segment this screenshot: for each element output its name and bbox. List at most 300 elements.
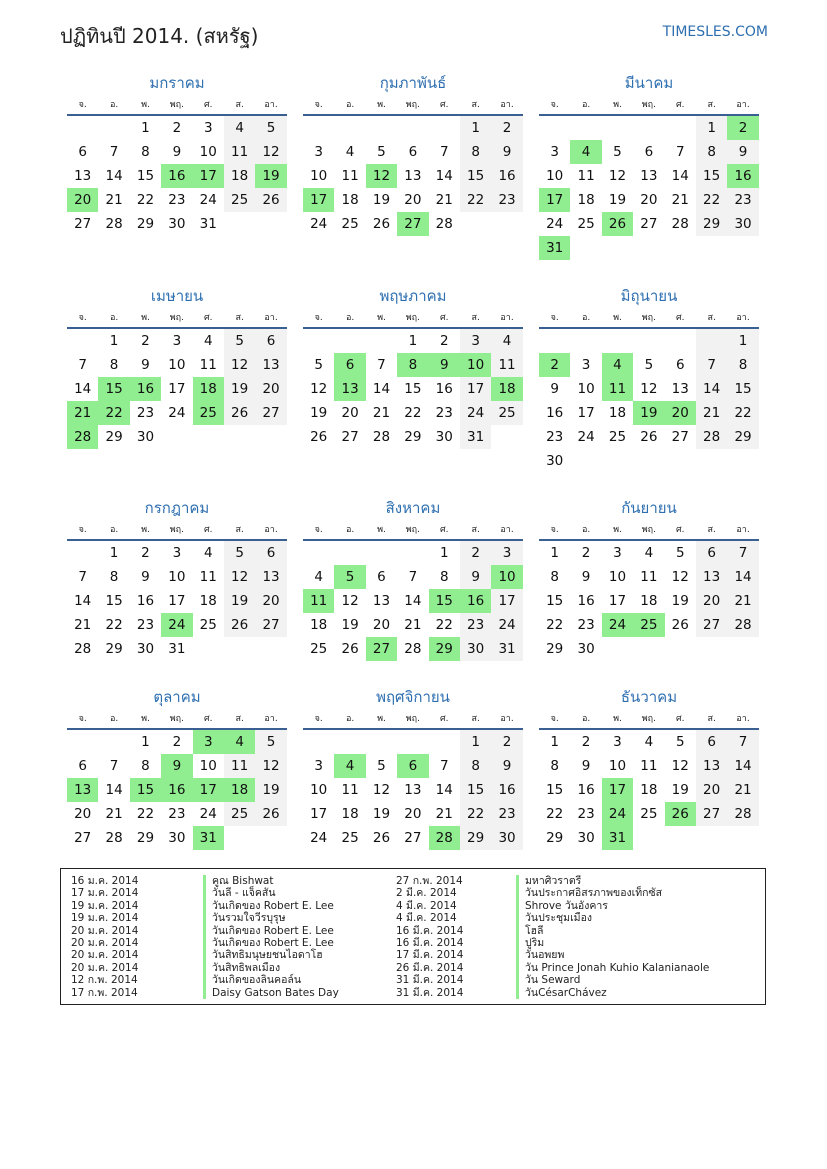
day-cell[interactable]: 21	[105, 192, 123, 208]
day-cell[interactable]: 20	[404, 192, 422, 208]
day-cell[interactable]: 12	[341, 593, 359, 609]
day-cell[interactable]: 7	[675, 144, 685, 160]
day-cell[interactable]: 15	[404, 381, 422, 397]
day-cell[interactable]: 15	[460, 164, 491, 188]
day-cell[interactable]: 7	[109, 758, 119, 774]
holiday-day-cell[interactable]: 12	[366, 164, 397, 188]
day-cell[interactable]: 19	[224, 589, 255, 613]
day-cell[interactable]: 11	[640, 758, 658, 774]
day-cell[interactable]: 20	[255, 589, 286, 613]
day-cell[interactable]: 25	[341, 830, 359, 846]
day-cell[interactable]: 25	[199, 617, 217, 633]
day-cell[interactable]: 23	[136, 617, 155, 633]
holiday-day-cell[interactable]: 28	[429, 826, 460, 850]
day-cell[interactable]: 8	[439, 569, 449, 585]
holiday-day-cell[interactable]: 17	[539, 188, 570, 212]
day-cell[interactable]: 18	[224, 164, 255, 188]
day-cell[interactable]: 7	[78, 569, 87, 585]
day-cell[interactable]: 25	[491, 401, 522, 425]
day-cell[interactable]: 17	[608, 593, 627, 609]
day-cell[interactable]: 12	[224, 353, 255, 377]
day-cell[interactable]: 23	[460, 613, 491, 637]
day-cell[interactable]: 22	[727, 401, 758, 425]
day-cell[interactable]: 18	[640, 593, 658, 609]
day-cell[interactable]: 1	[141, 120, 150, 136]
holiday-day-cell[interactable]: 8	[397, 353, 428, 377]
day-cell[interactable]: 10	[608, 758, 627, 774]
day-cell[interactable]: 27	[671, 429, 689, 445]
day-cell[interactable]: 22	[460, 802, 491, 826]
day-cell[interactable]: 25	[341, 216, 359, 232]
holiday-day-cell[interactable]: 31	[193, 826, 224, 850]
day-cell[interactable]: 28	[671, 216, 689, 232]
day-cell[interactable]: 27	[255, 401, 286, 425]
day-cell[interactable]: 19	[224, 377, 255, 401]
day-cell[interactable]: 30	[460, 637, 491, 661]
day-cell[interactable]: 13	[640, 168, 658, 184]
day-cell[interactable]: 6	[377, 569, 386, 585]
day-cell[interactable]: 30	[168, 216, 186, 232]
holiday-day-cell[interactable]: 26	[665, 802, 696, 826]
day-cell[interactable]: 21	[727, 589, 758, 613]
day-cell[interactable]: 3	[491, 541, 522, 565]
day-cell[interactable]: 21	[727, 778, 758, 802]
day-cell[interactable]: 21	[435, 192, 453, 208]
day-cell[interactable]: 2	[172, 120, 182, 136]
day-cell[interactable]: 8	[460, 754, 491, 778]
day-cell[interactable]: 9	[727, 140, 758, 164]
day-cell[interactable]: 23	[546, 429, 564, 445]
day-cell[interactable]: 14	[727, 565, 758, 589]
day-cell[interactable]: 31	[491, 637, 522, 661]
day-cell[interactable]: 10	[546, 168, 564, 184]
day-cell[interactable]: 5	[314, 357, 323, 373]
day-cell[interactable]: 24	[199, 806, 217, 822]
day-cell[interactable]: 22	[696, 188, 727, 212]
day-cell[interactable]: 5	[675, 545, 685, 561]
day-cell[interactable]: 17	[577, 405, 595, 421]
day-cell[interactable]: 6	[408, 144, 418, 160]
day-cell[interactable]: 9	[491, 754, 522, 778]
day-cell[interactable]: 11	[199, 357, 217, 373]
day-cell[interactable]: 19	[671, 593, 689, 609]
day-cell[interactable]: 3	[581, 357, 591, 373]
day-cell[interactable]: 23	[168, 192, 186, 208]
day-cell[interactable]: 22	[546, 617, 564, 633]
holiday-day-cell[interactable]: 29	[429, 637, 460, 661]
day-cell[interactable]: 13	[255, 353, 286, 377]
holiday-day-cell[interactable]: 4	[334, 754, 365, 778]
day-cell[interactable]: 26	[341, 641, 359, 657]
day-cell[interactable]: 10	[168, 569, 186, 585]
day-cell[interactable]: 31	[168, 641, 186, 657]
day-cell[interactable]: 29	[105, 429, 123, 445]
day-cell[interactable]: 26	[224, 401, 255, 425]
day-cell[interactable]: 22	[460, 188, 491, 212]
holiday-day-cell[interactable]: 6	[334, 353, 365, 377]
day-cell[interactable]: 19	[310, 405, 328, 421]
day-cell[interactable]: 23	[491, 802, 522, 826]
day-cell[interactable]: 14	[105, 782, 123, 798]
day-cell[interactable]: 6	[78, 758, 87, 774]
day-cell[interactable]: 5	[377, 758, 386, 774]
day-cell[interactable]: 19	[608, 192, 627, 208]
day-cell[interactable]: 26	[372, 216, 391, 232]
day-cell[interactable]: 14	[696, 377, 727, 401]
day-cell[interactable]: 1	[439, 545, 449, 561]
holiday-day-cell[interactable]: 16	[161, 164, 192, 188]
day-cell[interactable]: 3	[172, 333, 182, 349]
day-cell[interactable]: 11	[341, 168, 359, 184]
day-cell[interactable]: 12	[608, 168, 627, 184]
holiday-day-cell[interactable]: 15	[98, 377, 129, 401]
day-cell[interactable]: 5	[224, 541, 255, 565]
day-cell[interactable]: 26	[224, 613, 255, 637]
holiday-day-cell[interactable]: 18	[193, 377, 224, 401]
day-cell[interactable]: 2	[491, 730, 522, 754]
day-cell[interactable]: 1	[550, 734, 559, 750]
day-cell[interactable]: 5	[675, 734, 685, 750]
day-cell[interactable]: 14	[372, 381, 391, 397]
day-cell[interactable]: 29	[546, 641, 564, 657]
day-cell[interactable]: 10	[310, 782, 328, 798]
day-cell[interactable]: 21	[404, 617, 422, 633]
day-cell[interactable]: 3	[613, 734, 622, 750]
holiday-day-cell[interactable]: 19	[255, 164, 286, 188]
day-cell[interactable]: 29	[460, 826, 491, 850]
day-cell[interactable]: 29	[727, 425, 758, 449]
day-cell[interactable]: 14	[435, 168, 453, 184]
day-cell[interactable]: 21	[696, 401, 727, 425]
day-cell[interactable]: 22	[136, 192, 155, 208]
day-cell[interactable]: 20	[341, 405, 359, 421]
day-cell[interactable]: 26	[640, 429, 658, 445]
day-cell[interactable]: 28	[105, 216, 123, 232]
day-cell[interactable]: 21	[435, 806, 453, 822]
day-cell[interactable]: 29	[136, 830, 155, 846]
holiday-day-cell[interactable]: 18	[224, 778, 255, 802]
day-cell[interactable]: 26	[671, 617, 689, 633]
day-cell[interactable]: 28	[727, 802, 758, 826]
day-cell[interactable]: 30	[168, 830, 186, 846]
day-cell[interactable]: 1	[141, 734, 150, 750]
day-cell[interactable]: 9	[581, 569, 591, 585]
day-cell[interactable]: 14	[727, 754, 758, 778]
day-cell[interactable]: 19	[671, 782, 689, 798]
holiday-day-cell[interactable]: 16	[727, 164, 758, 188]
day-cell[interactable]: 30	[577, 641, 595, 657]
day-cell[interactable]: 14	[74, 593, 92, 609]
site-link[interactable]: TIMESLES.COM	[662, 24, 768, 40]
day-cell[interactable]: 29	[696, 212, 727, 236]
day-cell[interactable]: 23	[491, 188, 522, 212]
day-cell[interactable]: 8	[109, 569, 119, 585]
holiday-day-cell[interactable]: 31	[539, 236, 570, 260]
day-cell[interactable]: 2	[172, 734, 182, 750]
day-cell[interactable]: 12	[255, 140, 286, 164]
day-cell[interactable]: 8	[696, 140, 727, 164]
day-cell[interactable]: 10	[199, 758, 217, 774]
day-cell[interactable]: 31	[460, 425, 491, 449]
day-cell[interactable]: 6	[675, 357, 685, 373]
day-cell[interactable]: 25	[577, 216, 595, 232]
day-cell[interactable]: 6	[644, 144, 654, 160]
day-cell[interactable]: 11	[640, 569, 658, 585]
holiday-day-cell[interactable]: 24	[602, 802, 633, 826]
day-cell[interactable]: 30	[577, 830, 595, 846]
day-cell[interactable]: 27	[74, 830, 92, 846]
holiday-day-cell[interactable]: 27	[366, 637, 397, 661]
day-cell[interactable]: 17	[168, 381, 186, 397]
day-cell[interactable]: 13	[404, 168, 422, 184]
day-cell[interactable]: 31	[199, 216, 217, 232]
day-cell[interactable]: 8	[141, 758, 150, 774]
day-cell[interactable]: 18	[341, 192, 359, 208]
day-cell[interactable]: 22	[105, 617, 123, 633]
day-cell[interactable]: 17	[491, 589, 522, 613]
day-cell[interactable]: 30	[136, 641, 155, 657]
day-cell[interactable]: 21	[74, 617, 92, 633]
day-cell[interactable]: 16	[491, 164, 522, 188]
day-cell[interactable]: 1	[109, 333, 119, 349]
day-cell[interactable]: 7	[696, 353, 727, 377]
day-cell[interactable]: 28	[727, 613, 758, 637]
holiday-day-cell[interactable]: 4	[224, 730, 255, 754]
day-cell[interactable]: 15	[136, 168, 155, 184]
holiday-day-cell[interactable]: 10	[491, 565, 522, 589]
day-cell[interactable]: 15	[546, 593, 564, 609]
day-cell[interactable]: 16	[577, 593, 595, 609]
holiday-day-cell[interactable]: 26	[602, 212, 633, 236]
day-cell[interactable]: 13	[74, 168, 92, 184]
holiday-day-cell[interactable]: 31	[602, 826, 633, 850]
holiday-day-cell[interactable]: 10	[460, 353, 491, 377]
day-cell[interactable]: 6	[255, 541, 286, 565]
day-cell[interactable]: 19	[372, 806, 391, 822]
day-cell[interactable]: 27	[74, 216, 92, 232]
day-cell[interactable]: 4	[224, 116, 255, 140]
day-cell[interactable]: 6	[78, 144, 87, 160]
day-cell[interactable]: 30	[727, 212, 758, 236]
day-cell[interactable]: 25	[608, 429, 627, 445]
day-cell[interactable]: 17	[310, 806, 328, 822]
day-cell[interactable]: 29	[136, 216, 155, 232]
day-cell[interactable]: 16	[546, 405, 564, 421]
day-cell[interactable]: 2	[141, 333, 150, 349]
day-cell[interactable]: 22	[404, 405, 422, 421]
day-cell[interactable]: 24	[577, 429, 595, 445]
day-cell[interactable]: 7	[727, 541, 758, 565]
day-cell[interactable]: 12	[372, 782, 391, 798]
holiday-day-cell[interactable]: 5	[334, 565, 365, 589]
day-cell[interactable]: 20	[255, 377, 286, 401]
day-cell[interactable]: 7	[408, 569, 418, 585]
day-cell[interactable]: 14	[435, 782, 453, 798]
day-cell[interactable]: 24	[168, 405, 186, 421]
day-cell[interactable]: 12	[255, 754, 286, 778]
day-cell[interactable]: 12	[310, 381, 328, 397]
day-cell[interactable]: 18	[199, 593, 217, 609]
day-cell[interactable]: 20	[372, 617, 391, 633]
day-cell[interactable]: 18	[577, 192, 595, 208]
holiday-day-cell[interactable]: 17	[193, 778, 224, 802]
day-cell[interactable]: 3	[203, 120, 213, 136]
day-cell[interactable]: 27	[696, 802, 727, 826]
day-cell[interactable]: 20	[74, 806, 92, 822]
day-cell[interactable]: 9	[550, 381, 559, 397]
day-cell[interactable]: 16	[136, 593, 155, 609]
day-cell[interactable]: 9	[141, 569, 150, 585]
day-cell[interactable]: 8	[550, 758, 559, 774]
day-cell[interactable]: 14	[74, 381, 92, 397]
day-cell[interactable]: 4	[644, 545, 654, 561]
holiday-day-cell[interactable]: 15	[130, 778, 161, 802]
holiday-day-cell[interactable]: 16	[130, 377, 161, 401]
day-cell[interactable]: 23	[136, 405, 155, 421]
holiday-day-cell[interactable]: 17	[602, 778, 633, 802]
holiday-day-cell[interactable]: 20	[665, 401, 696, 425]
holiday-day-cell[interactable]: 4	[570, 140, 601, 164]
day-cell[interactable]: 3	[550, 144, 559, 160]
day-cell[interactable]: 1	[460, 116, 491, 140]
day-cell[interactable]: 8	[727, 353, 758, 377]
day-cell[interactable]: 18	[608, 405, 627, 421]
day-cell[interactable]: 21	[671, 192, 689, 208]
day-cell[interactable]: 17	[168, 593, 186, 609]
day-cell[interactable]: 5	[255, 730, 286, 754]
holiday-day-cell[interactable]: 28	[67, 425, 98, 449]
day-cell[interactable]: 3	[613, 545, 622, 561]
day-cell[interactable]: 3	[314, 144, 323, 160]
day-cell[interactable]: 3	[314, 758, 323, 774]
day-cell[interactable]: 28	[74, 641, 92, 657]
day-cell[interactable]: 9	[141, 357, 150, 373]
day-cell[interactable]: 4	[491, 329, 522, 353]
day-cell[interactable]: 10	[199, 144, 217, 160]
day-cell[interactable]: 1	[408, 333, 418, 349]
holiday-day-cell[interactable]: 18	[491, 377, 522, 401]
day-cell[interactable]: 13	[372, 593, 391, 609]
day-cell[interactable]: 2	[581, 734, 591, 750]
day-cell[interactable]: 8	[141, 144, 150, 160]
day-cell[interactable]: 15	[546, 782, 564, 798]
day-cell[interactable]: 18	[310, 617, 328, 633]
holiday-day-cell[interactable]: 6	[397, 754, 428, 778]
day-cell[interactable]: 3	[172, 545, 182, 561]
day-cell[interactable]: 24	[460, 401, 491, 425]
day-cell[interactable]: 12	[671, 569, 689, 585]
day-cell[interactable]: 23	[435, 405, 453, 421]
day-cell[interactable]: 15	[460, 778, 491, 802]
day-cell[interactable]: 12	[671, 758, 689, 774]
day-cell[interactable]: 20	[696, 589, 727, 613]
day-cell[interactable]: 2	[141, 545, 150, 561]
day-cell[interactable]: 8	[109, 357, 119, 373]
day-cell[interactable]: 27	[640, 216, 658, 232]
day-cell[interactable]: 4	[203, 545, 213, 561]
day-cell[interactable]: 11	[199, 569, 217, 585]
day-cell[interactable]: 7	[377, 357, 386, 373]
day-cell[interactable]: 26	[255, 802, 286, 826]
day-cell[interactable]: 22	[546, 806, 564, 822]
day-cell[interactable]: 24	[310, 830, 328, 846]
day-cell[interactable]: 29	[546, 830, 564, 846]
day-cell[interactable]: 29	[105, 641, 123, 657]
day-cell[interactable]: 3	[460, 329, 491, 353]
day-cell[interactable]: 12	[640, 381, 658, 397]
day-cell[interactable]: 27	[696, 613, 727, 637]
holiday-day-cell[interactable]: 3	[193, 730, 224, 754]
day-cell[interactable]: 29	[404, 429, 422, 445]
day-cell[interactable]: 14	[105, 168, 123, 184]
holiday-day-cell[interactable]: 21	[67, 401, 98, 425]
day-cell[interactable]: 23	[577, 617, 595, 633]
holiday-day-cell[interactable]: 2	[727, 116, 758, 140]
day-cell[interactable]: 16	[577, 782, 595, 798]
day-cell[interactable]: 10	[310, 168, 328, 184]
day-cell[interactable]: 14	[671, 168, 689, 184]
holiday-day-cell[interactable]: 17	[303, 188, 334, 212]
day-cell[interactable]: 4	[345, 144, 355, 160]
day-cell[interactable]: 5	[613, 144, 622, 160]
day-cell[interactable]: 8	[460, 140, 491, 164]
holiday-day-cell[interactable]: 2	[539, 353, 570, 377]
holiday-day-cell[interactable]: 4	[602, 353, 633, 377]
day-cell[interactable]: 1	[460, 730, 491, 754]
day-cell[interactable]: 7	[439, 758, 449, 774]
day-cell[interactable]: 2	[439, 333, 449, 349]
day-cell[interactable]: 1	[550, 545, 559, 561]
holiday-day-cell[interactable]: 24	[161, 613, 192, 637]
day-cell[interactable]: 13	[696, 754, 727, 778]
day-cell[interactable]: 4	[644, 734, 654, 750]
day-cell[interactable]: 18	[640, 782, 658, 798]
day-cell[interactable]: 5	[644, 357, 654, 373]
day-cell[interactable]: 9	[491, 140, 522, 164]
day-cell[interactable]: 7	[109, 144, 119, 160]
day-cell[interactable]: 26	[310, 429, 328, 445]
day-cell[interactable]: 11	[491, 353, 522, 377]
day-cell[interactable]: 20	[404, 806, 422, 822]
day-cell[interactable]: 30	[136, 429, 155, 445]
day-cell[interactable]: 2	[491, 116, 522, 140]
holiday-day-cell[interactable]: 9	[161, 754, 192, 778]
day-cell[interactable]: 4	[203, 333, 213, 349]
day-cell[interactable]: 23	[727, 188, 758, 212]
day-cell[interactable]: 4	[314, 569, 323, 585]
day-cell[interactable]: 27	[341, 429, 359, 445]
day-cell[interactable]: 30	[546, 453, 564, 469]
day-cell[interactable]: 1	[727, 329, 758, 353]
day-cell[interactable]: 26	[372, 830, 391, 846]
holiday-day-cell[interactable]: 11	[602, 377, 633, 401]
day-cell[interactable]: 9	[460, 565, 491, 589]
day-cell[interactable]: 15	[696, 164, 727, 188]
day-cell[interactable]: 24	[310, 216, 328, 232]
day-cell[interactable]: 18	[341, 806, 359, 822]
holiday-day-cell[interactable]: 20	[67, 188, 98, 212]
day-cell[interactable]: 28	[696, 425, 727, 449]
day-cell[interactable]: 1	[109, 545, 119, 561]
holiday-day-cell[interactable]: 17	[193, 164, 224, 188]
day-cell[interactable]: 7	[78, 357, 87, 373]
day-cell[interactable]: 24	[491, 613, 522, 637]
day-cell[interactable]: 10	[168, 357, 186, 373]
day-cell[interactable]: 25	[640, 806, 658, 822]
day-cell[interactable]: 14	[404, 593, 422, 609]
day-cell[interactable]: 11	[224, 754, 255, 778]
holiday-day-cell[interactable]: 9	[429, 353, 460, 377]
